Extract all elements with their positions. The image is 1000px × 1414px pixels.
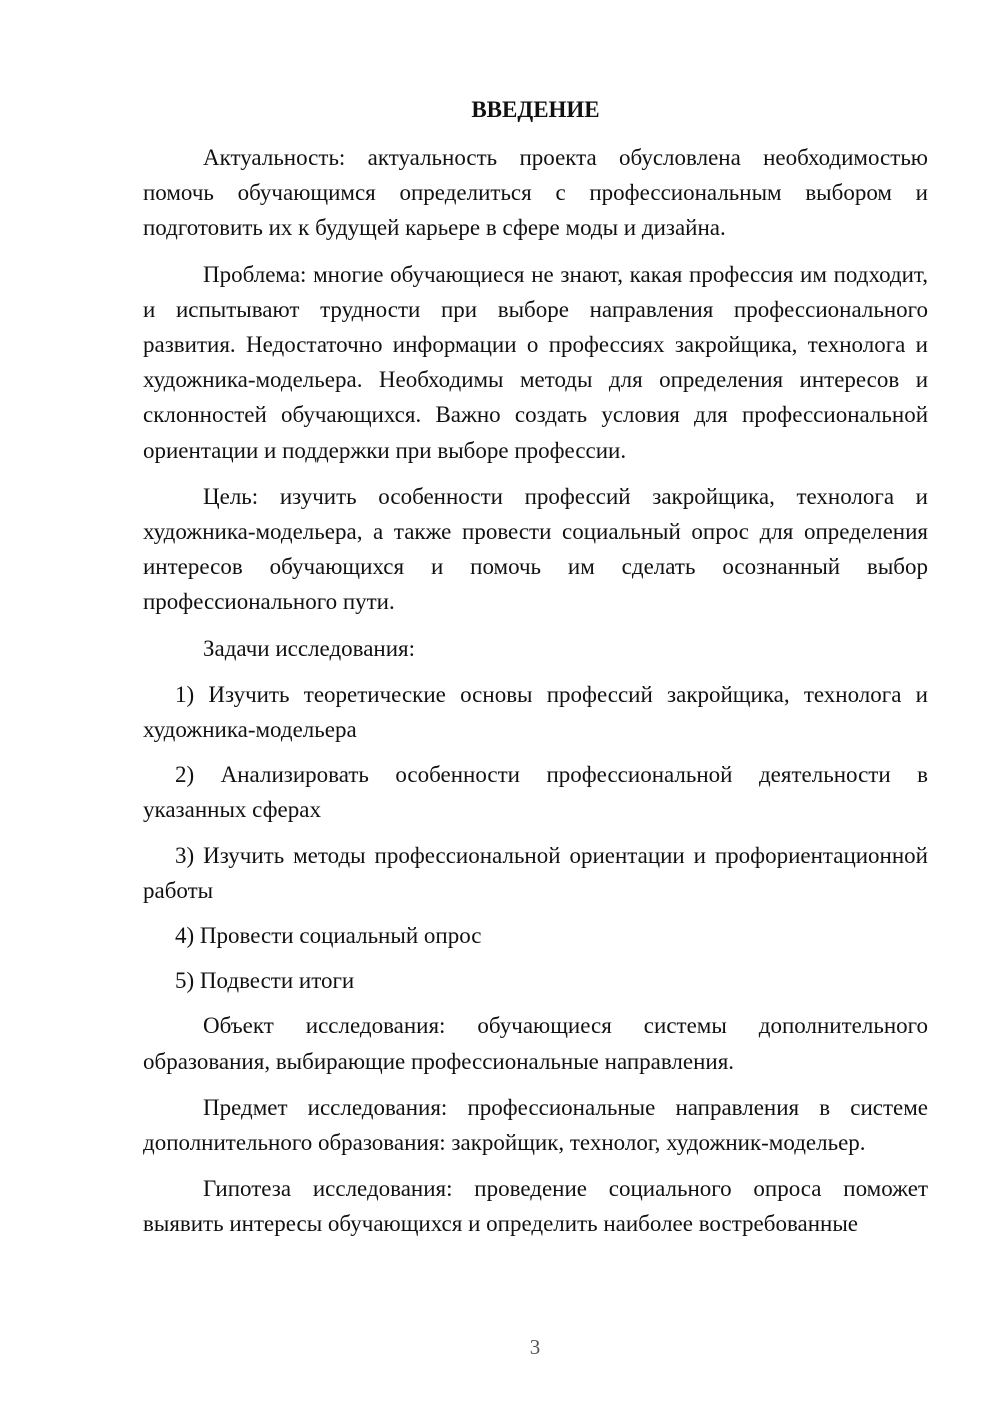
- task-text: Изучить методы профессиональной ориентации и профориентационной работы: [143, 842, 928, 903]
- task-number: 5): [175, 968, 200, 994]
- task-text: Изучить теоретические основы профессий закройщика, технолога и художника-модельера: [143, 681, 928, 743]
- task-list-item-1: [143, 677, 928, 747]
- paragraph-tasks-heading: Задачи исследования:: [203, 635, 416, 661]
- page-number: 3: [529, 1335, 541, 1359]
- task-number: 3): [175, 842, 204, 868]
- task-list-item-2: [143, 757, 928, 827]
- paragraph-relevance: Актуальность: актуальность проекта обусловлена необходимостью помочь обучающимся определиться с профессиональным выбором и подготовить их к будущей карьере в сфере моды и дизайна.: [143, 145, 928, 241]
- page-content: [143, 94, 928, 1253]
- task-number: 1): [175, 681, 209, 707]
- task-list-item-5: [143, 963, 928, 998]
- task-list-item-3: [143, 838, 928, 908]
- task-list-item-4: [143, 918, 928, 953]
- task-text: Провести социальный опрос: [199, 923, 482, 949]
- paragraph-problem: Проблема: многие обучающиеся не знают, какая профессия им подходит, и испытывают трудности при выборе направления профессионального развития. Недостаточно информации о профессиях закройщика, технолога и художника-модельера. Необходимы методы для определения интересов и склонностей обучающихся. Важно создать условия для профессиональной ориентации и поддержки при выборе профессии.: [143, 261, 928, 463]
- task-number: 4): [175, 923, 200, 949]
- paragraph-subject: Предмет исследования: профессиональные направления в системе дополнительного образования: закройщик, технолог, художник-модельер.: [143, 1094, 928, 1156]
- task-text: Подвести итоги: [199, 968, 355, 994]
- task-text: Анализировать особенности профессиональной деятельности в указанных сферах: [143, 762, 928, 823]
- task-number: 2): [175, 762, 221, 788]
- paragraph-object: Объект исследования: обучающиеся системы дополнительного образования, выбирающие профессиональные направления.: [143, 1013, 928, 1074]
- paragraph-hypothesis: Гипотеза исследования: проведение социального опроса поможет выявить интересы обучающихся и определить наиболее востребованные: [143, 1176, 928, 1237]
- paragraph-goal: Цель: изучить особенности профессий закройщика, технолога и художника-модельера, а также провести социальный опрос для определения интересов обучающихся и помочь им сделать осознанный выбор профессионального пути.: [143, 483, 928, 615]
- section-title: ВВЕДЕНИЕ: [471, 97, 600, 122]
